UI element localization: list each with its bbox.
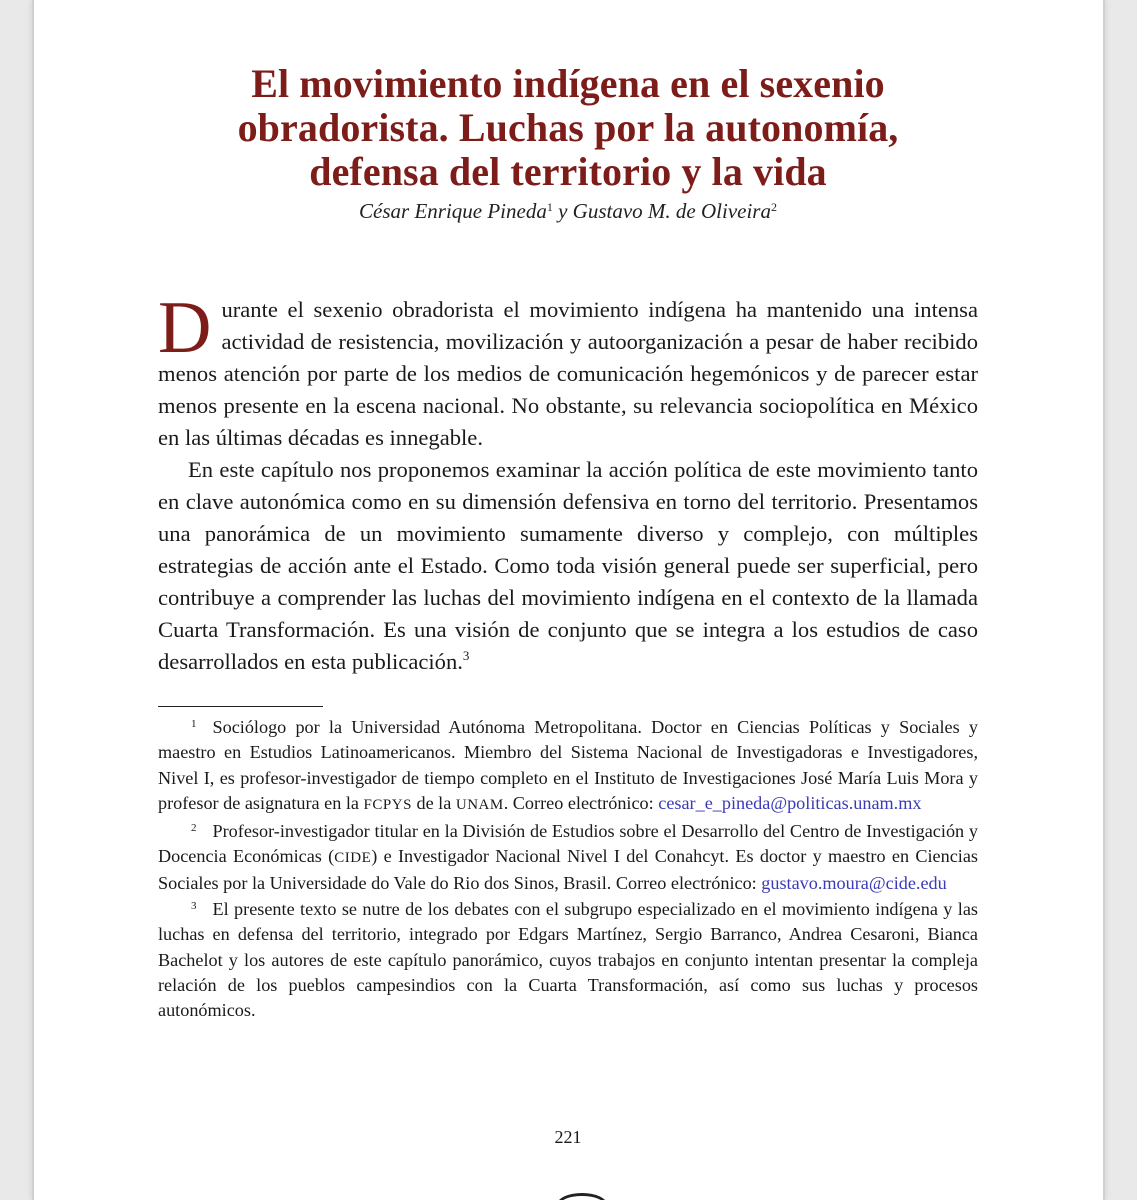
author-2-footnote-mark[interactable]: 2 [770, 200, 777, 214]
author-connector: y [552, 199, 573, 223]
drop-cap: D [158, 287, 212, 369]
paragraph-2 [158, 454, 978, 678]
footnote-separator [158, 706, 323, 707]
email-link-oliveira[interactable]: gustavo.moura@cide.edu [761, 873, 947, 894]
footnote-1-text-c: . Correo electrónico: [503, 793, 659, 814]
page-number: 221 [554, 1127, 582, 1147]
author-1: César Enrique Pineda [359, 199, 547, 223]
footnotes [158, 715, 978, 1024]
author-1-footnote-mark[interactable]: 1 [546, 200, 553, 214]
page-content [158, 62, 978, 1024]
footnote-3-reference[interactable]: 3 [462, 648, 470, 663]
paragraph-1-text: urante el sexenio obradorista el movimiento indígena ha mantenido una intensa actividad de resistencia, movilización y autoorganización a pesar de haber recibido menos atención por parte de los medios de comunicación hegemónicos y de parecer estar menos presente en la escena nacional. No obstante, su relevancia sociopolítica en México en las últimas décadas es innegable. [158, 297, 978, 450]
footnote-2-text-b: ) e Investigador Nacional Nivel I del Conahcyt. Es doctor y maestro en Ciencias Sociales por la Universidade do Vale do Rio dos Sinos, Brasil. Correo electrónico: [158, 846, 978, 894]
email-link-pineda[interactable]: cesar_e_pineda@politicas.unam.mx [658, 793, 922, 814]
footnote-3-mark: 3 [191, 899, 197, 912]
footnote-1-text-b: de la [411, 793, 456, 814]
paragraph-2-text: En este capítulo nos proponemos examinar la acción política de este movimiento tanto en clave autonómica como en su dimensión defensiva en torno del territorio. Presentamos una panorámica de un movimiento sumamente diverso y complejo, con múltiples estrategias de acción ante el Estado. Como toda visión general puede ser superficial, pero contribuye a comprender las luchas del movimiento indígena en el contexto de la llamada Cuarta Transformación. Es una visión de conjunto que se integra a los estudios de caso desarrollados en esta publicación. [158, 457, 978, 674]
footnote-2-mark: 2 [191, 821, 197, 834]
footnote-1-text-a: Sociólogo por la Universidad Autónoma Metropolitana. Doctor en Ciencias Políticas y Sociales y maestro en Estudios Latinoamericanos. Miembro del Sistema Nacional de Investigadoras e Investigadores, Nivel I, es profesor-investigador de tiempo completo en el Instituto de Investigaciones José María Luis Mora y profesor de asignatura en la [158, 717, 978, 814]
footnote-1-mark: 1 [191, 718, 197, 730]
footnote-1-acronym-fcpys: FCPYS [363, 797, 412, 814]
footnote-2-acronym-cide: CIDE [334, 850, 372, 867]
body-text [158, 287, 978, 678]
footnote-3-text: El presente texto se nutre de los debates con el subgrupo especializado en el movimiento indígena y las luchas en defensa del territorio, integrado por Edgars Martínez, Sergio Barranco, Andrea Cesaroni, Bianca Bachelot y los autores de este capítulo panorámico, cuyos trabajos en conjunto intentan presentar la compleja relación de los pueblos campesindios con la Cuarta Transformación, así como sus luchas y procesos autonómicos. [158, 898, 978, 1021]
authors-line [158, 198, 978, 224]
title-line-1: El movimiento indígena en el sexenio [251, 61, 885, 106]
footnote-3 [158, 897, 978, 1024]
document-page [32, 0, 1105, 1200]
author-2: Gustavo M. de Oliveira [572, 199, 771, 223]
title-line-3: defensa del territorio y la vida [309, 149, 827, 194]
footnote-1-acronym-unam: UNAM [455, 797, 504, 814]
footnote-1 [158, 715, 978, 819]
chapter-title [158, 62, 978, 194]
paragraph-1 [158, 287, 978, 454]
next-page-edge-ornament [557, 1193, 607, 1200]
title-line-2: obradorista. Luchas por la autonomía, [237, 105, 899, 150]
footnote-2 [158, 819, 978, 897]
footnote-2-text-a: Profesor-investigador titular en la División de Estudios sobre el Desarrollo del Centro de Investigación y Docencia Económicas ( [158, 820, 978, 867]
